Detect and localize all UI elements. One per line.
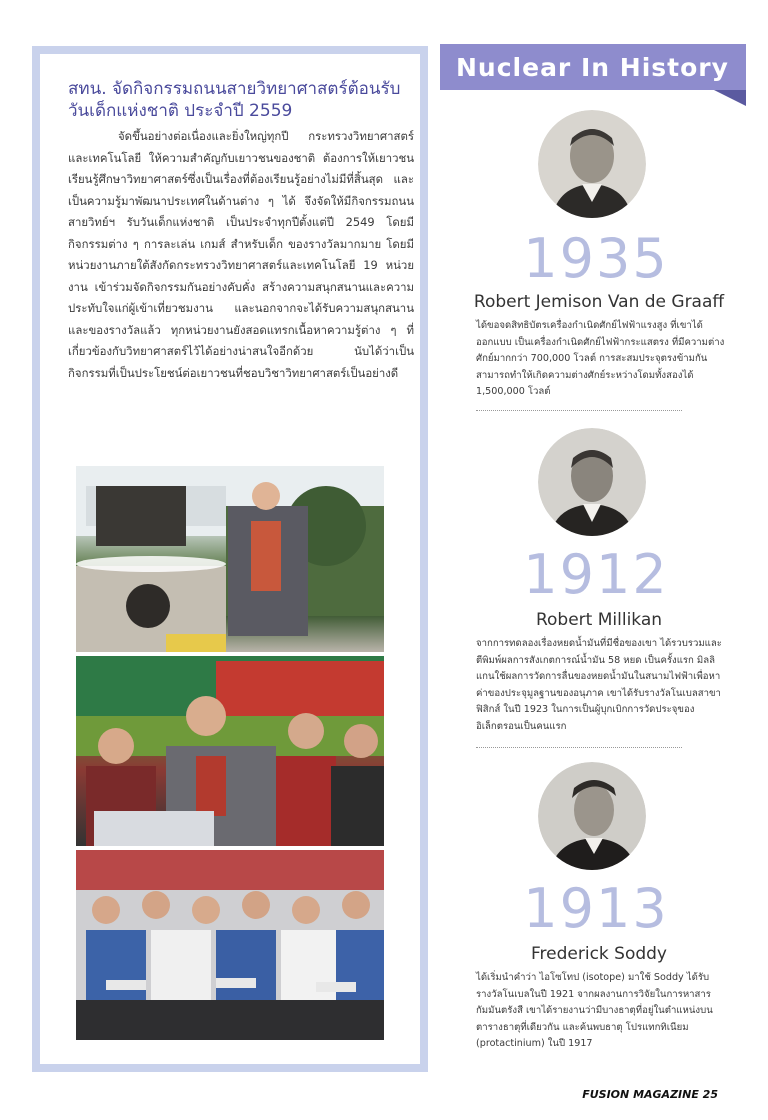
year-1913: 1913 xyxy=(523,877,669,940)
person-name-soddy: Frederick Soddy xyxy=(530,944,667,964)
portrait-soddy xyxy=(538,762,646,870)
bio-van-de-graaff: ได้ขอจดสิทธิบัตรเครื่องกำเนิดศักย์ไฟฟ้าแรงสูง ที่เขาได้ออกแบบ เป็นเครื่องกำเนิดศักย์ไฟฟ้ากระแสตรง ที่มีความต่างศักย์มากกว่า 700,000 โวลต์ การสะสมประจุตรงข้ามกันสามารถทำให้เกิดความต่างศักย์ระหว่างโดมทั้งสองได้ 1,500,000 โวลต์ xyxy=(476,320,725,397)
year-1935: 1935 xyxy=(523,227,669,290)
page-footer: FUSION MAGAZINE 25 xyxy=(582,1088,718,1101)
entry-divider xyxy=(476,747,682,748)
article-body: จัดขึ้นอย่างต่อเนื่องและยิ่งใหญ่ทุกปี กระทรวงวิทยาศาสตร์และเทคโนโลยี ให้ความสำคัญกับเยาวชนของชาติ ต้องการให้เยาวชนเรียนรู้ศึกษาวิทยาศาสตร์ซึ่งเป็นเรื่องที่ต้องเรียนรู้อย่างไม่มีที่สิ้นสุด และเป็นความรู้มาพัฒนาประเทศในด้านต่าง ๆ ได้ จึงจัดให้มีกิจกรรมถนนสายวิทย์ฯ รับวันเด็กแห่งชาติ เป็นประจำทุกปีตั้งแต่ปี 2549 โดยมีกิจกรรมต่าง ๆ การละเล่น เกมส์ สำหรับเด็ก ของรางวัลมากมาย โดยมีหน่วยงานภายใต้สังกัดกระทรวงวิทยาศาสตร์และเทคโนโลยี 19 หน่วยงาน เข้าร่วมจัดกิจกรรมกันอย่างคับคั่ง สร้างความสนุกสนานและความประทับใจแก่ผู้เข้าเที่ยวชมงาน และนอกจากจะได้รับความสนุกสนานและของรางวัลแล้ว ทุกหน่วยงานยังสอดแทรกเนื้อหาความรู้ต่าง ๆ ที่เกี่ยวข้องกับวิทยาศาสตร์ไว้ได้อย่างน่าสนใจอีกด้วย นับได้ว่าเป็นกิจกรรมที่เป็นประโยชน์ต่อเยาวชนที่ชอบวิชาวิทยาศาสตร์เป็นอย่างดี xyxy=(68,129,414,380)
event-photo-speech xyxy=(76,656,384,846)
event-photo-children xyxy=(76,850,384,1040)
year-1912: 1912 xyxy=(523,543,669,606)
portrait-millikan xyxy=(538,428,646,536)
event-photo-statue xyxy=(76,466,384,652)
banner-fold xyxy=(714,90,746,106)
portrait-van-de-graaff xyxy=(538,110,646,218)
bio-soddy: ได้เริ่มนำคำว่า ไอโซโทป (isotope) มาใช้ Soddy ได้รับรางวัลโนเบลในปี 1921 จากผลงานการวิจัยในการหาสารกัมมันตรังสี เขาได้รายงานว่ามีบางธาตุที่อยู่ในตำแหน่งบนตารางธาตุที่เดียวกัน และค้นพบธาตุ โปรแทกทิเนียม (protactinium) ในปี 1917 xyxy=(476,972,713,1049)
bio-millikan: จากการทดลองเรื่องหยดน้ำมันที่มีชื่อของเขา ได้รวบรวมและตีพิมพ์ผลการสังเกตการณ์น้ำมัน 58 หยด เป็นครั้งแรก มิลลิแกนใช้ผลการวัดการลื่นของหยดน้ำมันในสนามไฟฟ้าเพื่อหาค่าของประจุมูลฐานของอนุภาค เขาได้รับรางวัลโนเบลสาขาฟิสิกส์ ในปี 1923 ในการเป็นผู้บุกเบิกการวัดประจุของอิเล็กตรอนเป็นคนแรก xyxy=(476,638,722,732)
entry-divider xyxy=(476,410,682,411)
section-header: Nuclear In History xyxy=(456,53,729,82)
article-title: สทน. จัดกิจกรรมถนนสายวิทยาศาสตร์ต้อนรับวันเด็กแห่งชาติ ประจำปี 2559 xyxy=(68,79,401,121)
person-name-millikan: Robert Millikan xyxy=(535,610,663,630)
person-name-van-de-graaff: Robert Jemison Van de Graaff xyxy=(473,292,725,312)
